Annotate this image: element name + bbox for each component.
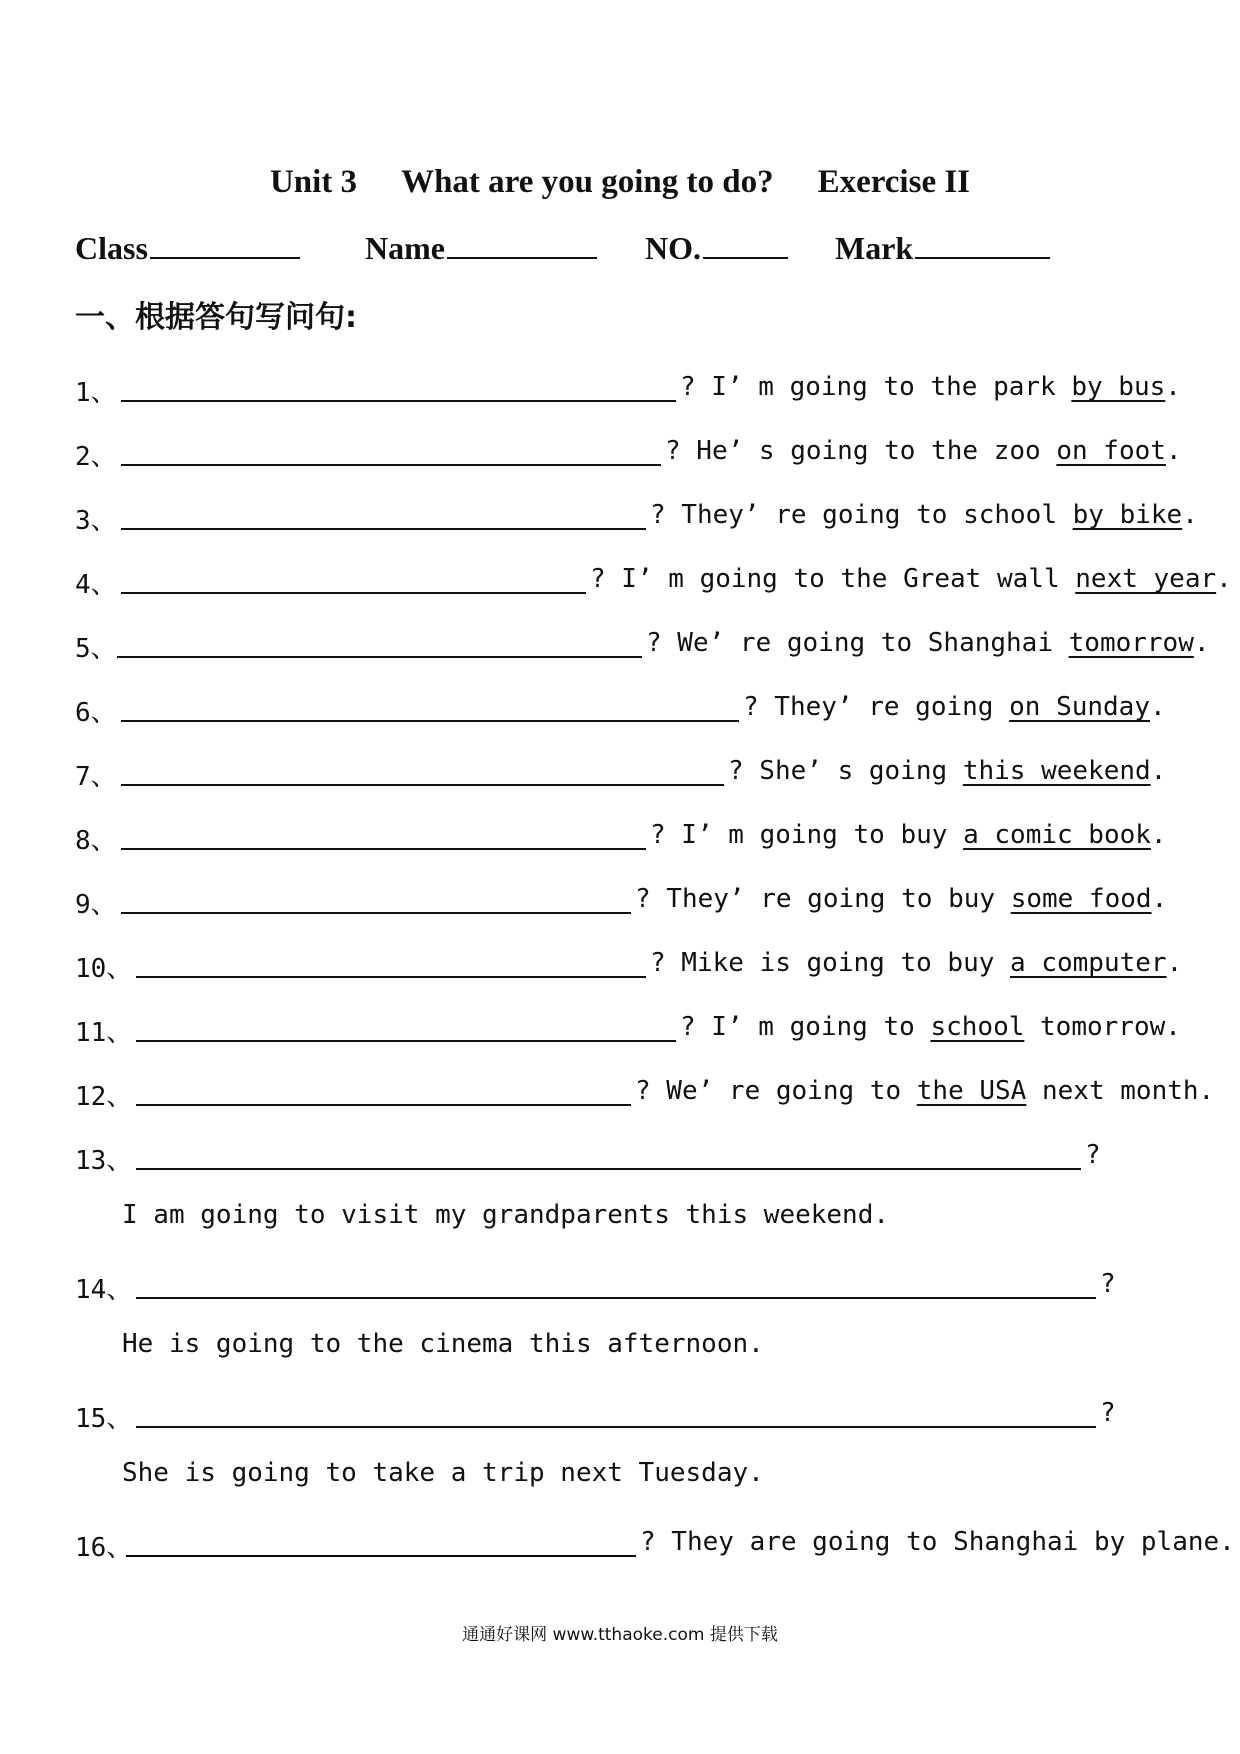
given-answer: ? We’ re going to Shanghai tomorrow. bbox=[646, 628, 1210, 658]
title-unit: Unit 3 bbox=[269, 164, 358, 200]
question-row bbox=[75, 812, 1235, 856]
number-blank[interactable] bbox=[703, 231, 788, 259]
question-row bbox=[75, 364, 1235, 408]
name-field bbox=[365, 230, 597, 267]
mark-blank[interactable] bbox=[915, 231, 1050, 259]
underlined-part: by bike bbox=[1072, 500, 1183, 530]
question-number: 5、 bbox=[75, 634, 117, 664]
question-number: 16、 bbox=[75, 1533, 133, 1563]
answer-line[interactable] bbox=[121, 784, 724, 786]
name-blank[interactable] bbox=[447, 231, 597, 259]
question-number: 7、 bbox=[75, 762, 117, 792]
name-label: Name bbox=[365, 230, 445, 266]
question-number: 14、 bbox=[75, 1275, 133, 1305]
title-exercise: Exercise II bbox=[817, 164, 971, 200]
underlined-part: on Sunday bbox=[1009, 692, 1150, 722]
question-row bbox=[75, 684, 1235, 728]
number-label: NO. bbox=[645, 230, 701, 266]
underlined-part: school bbox=[930, 1012, 1025, 1042]
given-answer: ? I’ m going to school tomorrow. bbox=[680, 1012, 1181, 1042]
mark-label: Mark bbox=[835, 230, 914, 266]
underlined-part: by bus bbox=[1071, 372, 1166, 402]
question-number: 6、 bbox=[75, 698, 117, 728]
underlined-part: on foot bbox=[1056, 436, 1166, 466]
question-row bbox=[75, 1519, 1235, 1563]
question-row bbox=[75, 1132, 1235, 1176]
question-mark: ? bbox=[1100, 1269, 1116, 1299]
underlined-part: next year bbox=[1075, 564, 1217, 594]
question-number: 3、 bbox=[75, 506, 117, 536]
given-answer: ? We’ re going to the USA next month. bbox=[635, 1076, 1215, 1106]
given-answer: ? He’ s going to the zoo on foot. bbox=[665, 436, 1182, 466]
worksheet-title bbox=[0, 164, 1240, 201]
question-mark: ? bbox=[1100, 1398, 1116, 1428]
given-answer: ? They’ re going to buy some food. bbox=[635, 884, 1168, 914]
question-mark: ? bbox=[1085, 1140, 1101, 1170]
given-answer: ? I’ m going to the Great wall next year. bbox=[590, 564, 1232, 594]
question-number: 8、 bbox=[75, 826, 117, 856]
question-number: 10、 bbox=[75, 954, 133, 984]
answer-line[interactable] bbox=[121, 912, 631, 914]
answer-line[interactable] bbox=[117, 656, 642, 658]
answer-line[interactable] bbox=[121, 464, 661, 466]
question-number: 13、 bbox=[75, 1146, 133, 1176]
class-blank[interactable] bbox=[150, 231, 300, 259]
question-number: 2、 bbox=[75, 442, 117, 472]
footer-credit: 通通好课网 www.tthaoke.com 提供下载 bbox=[462, 1625, 778, 1645]
answer-line[interactable] bbox=[121, 720, 739, 722]
class-label: Class bbox=[75, 230, 148, 266]
question-row bbox=[75, 748, 1235, 792]
given-answer: ? She’ s going this weekend. bbox=[728, 756, 1167, 786]
question-row bbox=[75, 1004, 1235, 1048]
question-row bbox=[75, 1261, 1235, 1305]
question-number: 9、 bbox=[75, 890, 117, 920]
answer-line[interactable] bbox=[136, 1297, 1096, 1299]
question-row bbox=[75, 428, 1235, 472]
underlined-part: the USA bbox=[916, 1076, 1027, 1106]
question-row bbox=[75, 940, 1235, 984]
answer-line[interactable] bbox=[126, 1555, 636, 1557]
question-number: 11、 bbox=[75, 1018, 133, 1048]
section-heading: 一、根据答句写问句: bbox=[75, 300, 357, 335]
question-row bbox=[75, 556, 1235, 600]
question-number: 15、 bbox=[75, 1404, 133, 1434]
given-answer: He is going to the cinema this afternoon. bbox=[122, 1329, 764, 1359]
underlined-part: some food bbox=[1010, 884, 1152, 914]
question-number: 1、 bbox=[75, 378, 117, 408]
mark-field bbox=[835, 230, 1050, 267]
answer-line[interactable] bbox=[121, 528, 646, 530]
answer-line[interactable] bbox=[136, 1040, 676, 1042]
given-answer: ? They’ re going on Sunday. bbox=[743, 692, 1166, 722]
given-answer: ? I’ m going to buy a comic book. bbox=[650, 820, 1167, 850]
class-field bbox=[75, 230, 300, 267]
underlined-part: a computer bbox=[1010, 948, 1167, 978]
given-answer: I am going to visit my grandparents this weekend. bbox=[122, 1200, 890, 1230]
answer-line[interactable] bbox=[121, 592, 586, 594]
answer-line[interactable] bbox=[136, 1168, 1081, 1170]
underlined-part: tomorrow bbox=[1068, 628, 1194, 658]
question-number: 4、 bbox=[75, 570, 117, 600]
question-row bbox=[75, 876, 1235, 920]
question-row bbox=[75, 1068, 1235, 1112]
given-answer: ? They are going to Shanghai by plane. bbox=[640, 1527, 1235, 1557]
number-field bbox=[645, 230, 788, 267]
question-number: 12、 bbox=[75, 1082, 133, 1112]
given-answer: She is going to take a trip next Tuesday. bbox=[122, 1458, 764, 1488]
question-row bbox=[75, 1390, 1235, 1434]
answer-line[interactable] bbox=[121, 400, 676, 402]
question-row bbox=[75, 620, 1235, 664]
underlined-part: a comic book bbox=[963, 820, 1151, 850]
underlined-part: this weekend bbox=[962, 756, 1151, 786]
answer-line[interactable] bbox=[136, 1426, 1096, 1428]
question-row bbox=[75, 492, 1235, 536]
given-answer: ? Mike is going to buy a computer. bbox=[650, 948, 1183, 978]
answer-line[interactable] bbox=[136, 1104, 631, 1106]
answer-line[interactable] bbox=[136, 976, 646, 978]
title-topic: What are you going to do? bbox=[401, 164, 774, 200]
given-answer: ? I’ m going to the park by bus. bbox=[680, 372, 1181, 402]
given-answer: ? They’ re going to school by bike. bbox=[650, 500, 1198, 530]
answer-line[interactable] bbox=[121, 848, 646, 850]
